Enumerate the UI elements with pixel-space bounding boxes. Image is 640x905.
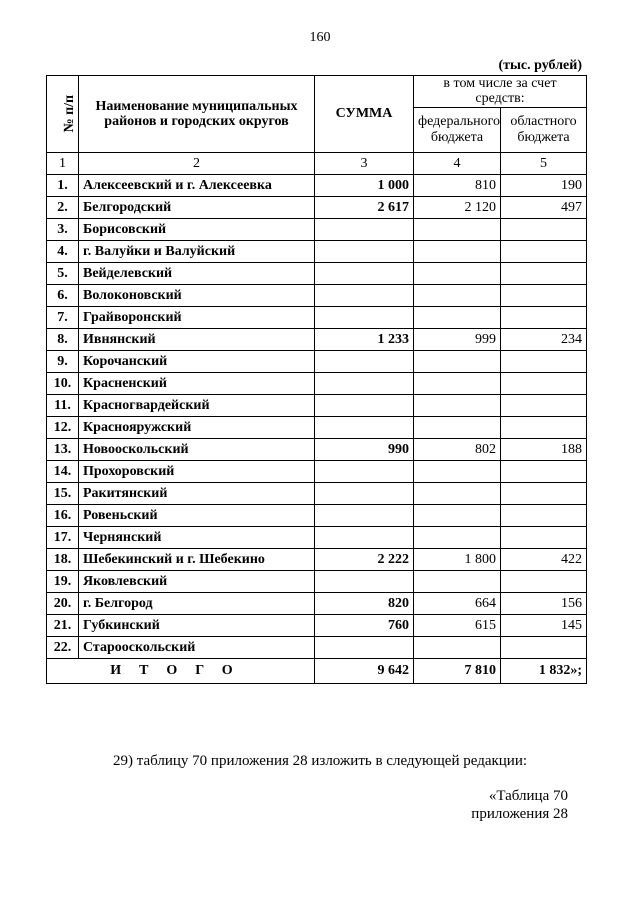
sum-cell [315,460,414,482]
row-number: 15. [47,482,79,504]
federal-cell: 615 [414,614,501,636]
total-federal: 7 810 [414,658,501,683]
regional-cell [501,570,587,592]
sum-cell [315,372,414,394]
table-row [47,570,587,592]
regional-cell [501,306,587,328]
amendment-paragraph: 29) таблицу 70 приложения 28 изложить в следующей редакции: [112,753,528,769]
district-name: Шебекинский и г. Шебекино [79,548,315,570]
regional-cell: 145 [501,614,587,636]
table-row [47,372,587,394]
sum-cell: 1 233 [315,328,414,350]
federal-cell [414,218,501,240]
district-name: Яковлевский [79,570,315,592]
column-number: 1 [47,152,79,174]
sum-cell: 2 222 [315,548,414,570]
regional-cell [501,394,587,416]
federal-cell [414,372,501,394]
row-number: 3. [47,218,79,240]
sum-cell [315,570,414,592]
row-number: 9. [47,350,79,372]
district-name: Ивнянский [79,328,315,350]
row-number: 12. [47,416,79,438]
table-row [47,636,587,658]
budget-table [46,75,587,684]
regional-cell: 188 [501,438,587,460]
regional-cell [501,636,587,658]
regional-cell [501,284,587,306]
column-number: 5 [501,152,587,174]
district-name: Губкинский [79,614,315,636]
district-name: г. Валуйки и Валуйский [79,240,315,262]
header-name: Наименование муниципальных районов и городских округов [79,76,315,153]
table-row [47,482,587,504]
row-number: 11. [47,394,79,416]
column-number: 3 [315,152,414,174]
district-name: Чернянский [79,526,315,548]
table-row [47,614,587,636]
table-ref-line1: «Таблица 70 [488,788,568,804]
district-name: Старооскольский [79,636,315,658]
table-row [47,350,587,372]
column-number: 4 [414,152,501,174]
table-row [47,306,587,328]
sum-cell [315,218,414,240]
federal-cell: 664 [414,592,501,614]
federal-cell: 2 120 [414,196,501,218]
header-num: № п/п [47,76,79,153]
federal-cell [414,284,501,306]
units-label: (тыс. рублей) [498,58,582,73]
federal-cell: 999 [414,328,501,350]
table-row [47,416,587,438]
district-name: Ракитянский [79,482,315,504]
regional-cell [501,482,587,504]
district-name: Волоконовский [79,284,315,306]
sum-cell [315,240,414,262]
column-number-row [47,152,587,174]
table-ref-line2: приложения 28 [471,806,568,822]
sum-cell [315,306,414,328]
federal-cell [414,482,501,504]
sum-cell [315,416,414,438]
table-row [47,328,587,350]
district-name: Краснояружский [79,416,315,438]
district-name: Красногвардейский [79,394,315,416]
district-name: Новооскольский [79,438,315,460]
federal-cell [414,570,501,592]
sum-cell [315,636,414,658]
district-name: Грайворонский [79,306,315,328]
district-name: Прохоровский [79,460,315,482]
regional-cell [501,218,587,240]
district-name: Корочанский [79,350,315,372]
table-row [47,394,587,416]
header-including: в том числе за счет средств: [414,76,587,108]
row-number: 22. [47,636,79,658]
federal-cell [414,636,501,658]
federal-cell [414,240,501,262]
sum-cell [315,526,414,548]
district-name: Ровеньский [79,504,315,526]
district-name: Красненский [79,372,315,394]
regional-cell: 190 [501,174,587,196]
regional-cell [501,416,587,438]
column-number: 2 [79,152,315,174]
row-number: 13. [47,438,79,460]
header-sum: СУММА [315,76,414,153]
table-row [47,526,587,548]
regional-cell [501,504,587,526]
row-number: 5. [47,262,79,284]
sum-cell: 1 000 [315,174,414,196]
total-regional: 1 832»; [501,658,587,683]
row-number: 20. [47,592,79,614]
total-sum: 9 642 [315,658,414,683]
table-row [47,174,587,196]
federal-cell [414,416,501,438]
district-name: г. Белгород [79,592,315,614]
row-number: 17. [47,526,79,548]
district-name: Вейделевский [79,262,315,284]
sum-cell [315,482,414,504]
table-row [47,460,587,482]
regional-cell: 422 [501,548,587,570]
row-number: 19. [47,570,79,592]
regional-cell [501,262,587,284]
header-federal: федерального бюджета [414,107,501,152]
sum-cell: 820 [315,592,414,614]
table-row [47,438,587,460]
sum-cell: 990 [315,438,414,460]
sum-cell [315,350,414,372]
district-name: Алексеевский и г. Алексеевка [79,174,315,196]
row-number: 10. [47,372,79,394]
regional-cell [501,526,587,548]
header-row [47,76,587,108]
table-row [47,262,587,284]
sum-cell [315,504,414,526]
federal-cell [414,350,501,372]
table-row [47,240,587,262]
regional-cell: 497 [501,196,587,218]
regional-cell [501,460,587,482]
sum-cell: 760 [315,614,414,636]
federal-cell: 1 800 [414,548,501,570]
page-number: 160 [309,30,331,45]
row-number: 1. [47,174,79,196]
sum-cell [315,262,414,284]
table-row [47,504,587,526]
sum-cell: 2 617 [315,196,414,218]
header-regional: областного бюджета [501,107,587,152]
row-number: 4. [47,240,79,262]
district-name: Белгородский [79,196,315,218]
row-number: 16. [47,504,79,526]
federal-cell [414,460,501,482]
federal-cell [414,306,501,328]
federal-cell [414,526,501,548]
federal-cell [414,504,501,526]
sum-cell [315,284,414,306]
regional-cell: 234 [501,328,587,350]
table-row [47,548,587,570]
row-number: 2. [47,196,79,218]
federal-cell [414,394,501,416]
row-number: 8. [47,328,79,350]
federal-cell: 802 [414,438,501,460]
regional-cell [501,372,587,394]
row-number: 6. [47,284,79,306]
row-number: 7. [47,306,79,328]
district-name: Борисовский [79,218,315,240]
table-row [47,284,587,306]
regional-cell: 156 [501,592,587,614]
regional-cell [501,240,587,262]
regional-cell [501,350,587,372]
row-number: 18. [47,548,79,570]
total-row [47,658,587,683]
table-row [47,592,587,614]
table-row [47,218,587,240]
row-number: 14. [47,460,79,482]
federal-cell: 810 [414,174,501,196]
federal-cell [414,262,501,284]
table-row [47,196,587,218]
sum-cell [315,394,414,416]
total-label: ИТОГО [47,658,315,683]
row-number: 21. [47,614,79,636]
